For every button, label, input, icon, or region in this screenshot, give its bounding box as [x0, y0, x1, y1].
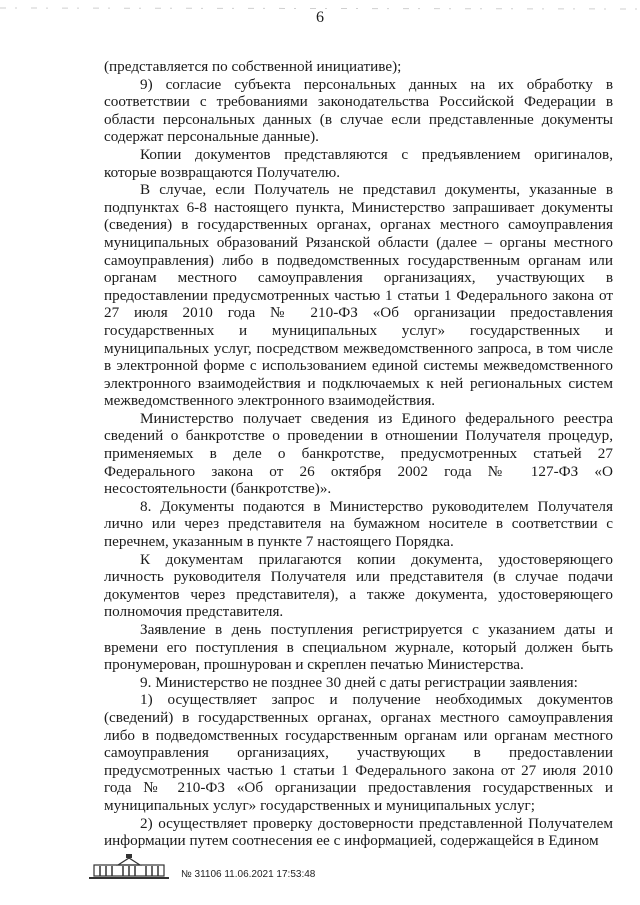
document-registration-stamp: № 31106 11.06.2021 17:53:48: [181, 869, 316, 880]
scan-edge: [0, 0, 640, 6]
paragraph: Министерство получает сведения из Единого федерального реестра сведений о банкротстве о проведении в отношении Получателя процедур, применяемых в деле о банкротстве, предусмотренных статьей 27 Федерального закона от 26 октября 2002 года № 127-ФЗ «О несостоятельности (банкротстве)».: [104, 409, 613, 498]
document-body: [104, 58, 613, 850]
building-seal-icon: [88, 853, 170, 881]
paragraph: 8. Документы подаются в Министерство руководителем Получателя лично или через представителя на бумажном носителе в соответствии с перечнем, указанным в пункте 7 настоящего Порядка.: [104, 497, 613, 551]
paragraph: Копии документов представляются с предъявлением оригиналов, которые возвращаются Получателю.: [104, 145, 613, 181]
footer: [88, 853, 388, 883]
paragraph: 9) согласие субъекта персональных данных на их обработку в соответствии с требованиями законодательства Российской Федерации в области персональных данных (в случае если представленные документы содержат персональные данные).: [104, 75, 613, 146]
paragraph: В случае, если Получатель не представил документы, указанные в подпунктах 6-8 настоящего пункта, Министерство запрашивает документы (сведения) в государственных органах, органах местного самоуправления муниципальных образований Рязанской области (далее – органы местного самоуправления) либо в подведомственных государственным органам или органам местного самоуправления организациях, участвующих в предоставлении предусмотренных частью 1 статьи 1 Федерального закона от 27 июля 2010 года № 210-ФЗ «Об организации предоставления государственных и муниципальных услуг» государственных и муниципальных услуг, посредством межведомственного запроса, в том числе в электронной форме с использованием единой системы межведомственного электронного взаимодействия и подключаемых к ней региональных систем межведомственного электронного взаимодействия.: [104, 181, 613, 410]
page-number: 6: [316, 9, 324, 26]
paragraph: Заявление в день поступления регистрируется с указанием даты и времени его поступления в специальном журнале, который должен быть пронумерован, прошнурован и скреплен печатью Министерства.: [104, 621, 613, 674]
paragraph: 9. Министерство не позднее 30 дней с даты регистрации заявления:: [140, 673, 578, 691]
paragraph: К документам прилагаются копии документа, удостоверяющего личность руководителя Получателя или представителя (в случае подачи документов через представителя), а также документа, удостоверяющего полномочия представителя.: [104, 550, 613, 621]
paragraph: (представляется по собственной инициативе);: [104, 58, 402, 75]
paragraph: 2) осуществляет проверку достоверности представленной Получателем информации путем соотнесения ее с информацией, содержащейся в Едином: [104, 814, 613, 850]
paragraph: 1) осуществляет запрос и получение необходимых документов (сведений) в государственных органах, органах местного самоуправления либо в подведомственных государственным органам или органам местного самоуправления организациях, участвующих в предоставлении предусмотренных частью 1 статьи 1 Федерального закона от 27 июля 2010 года № 210-ФЗ «Об организации предоставления государственных и муниципальных услуг» государственных и муниципальных услуг;: [104, 691, 613, 814]
